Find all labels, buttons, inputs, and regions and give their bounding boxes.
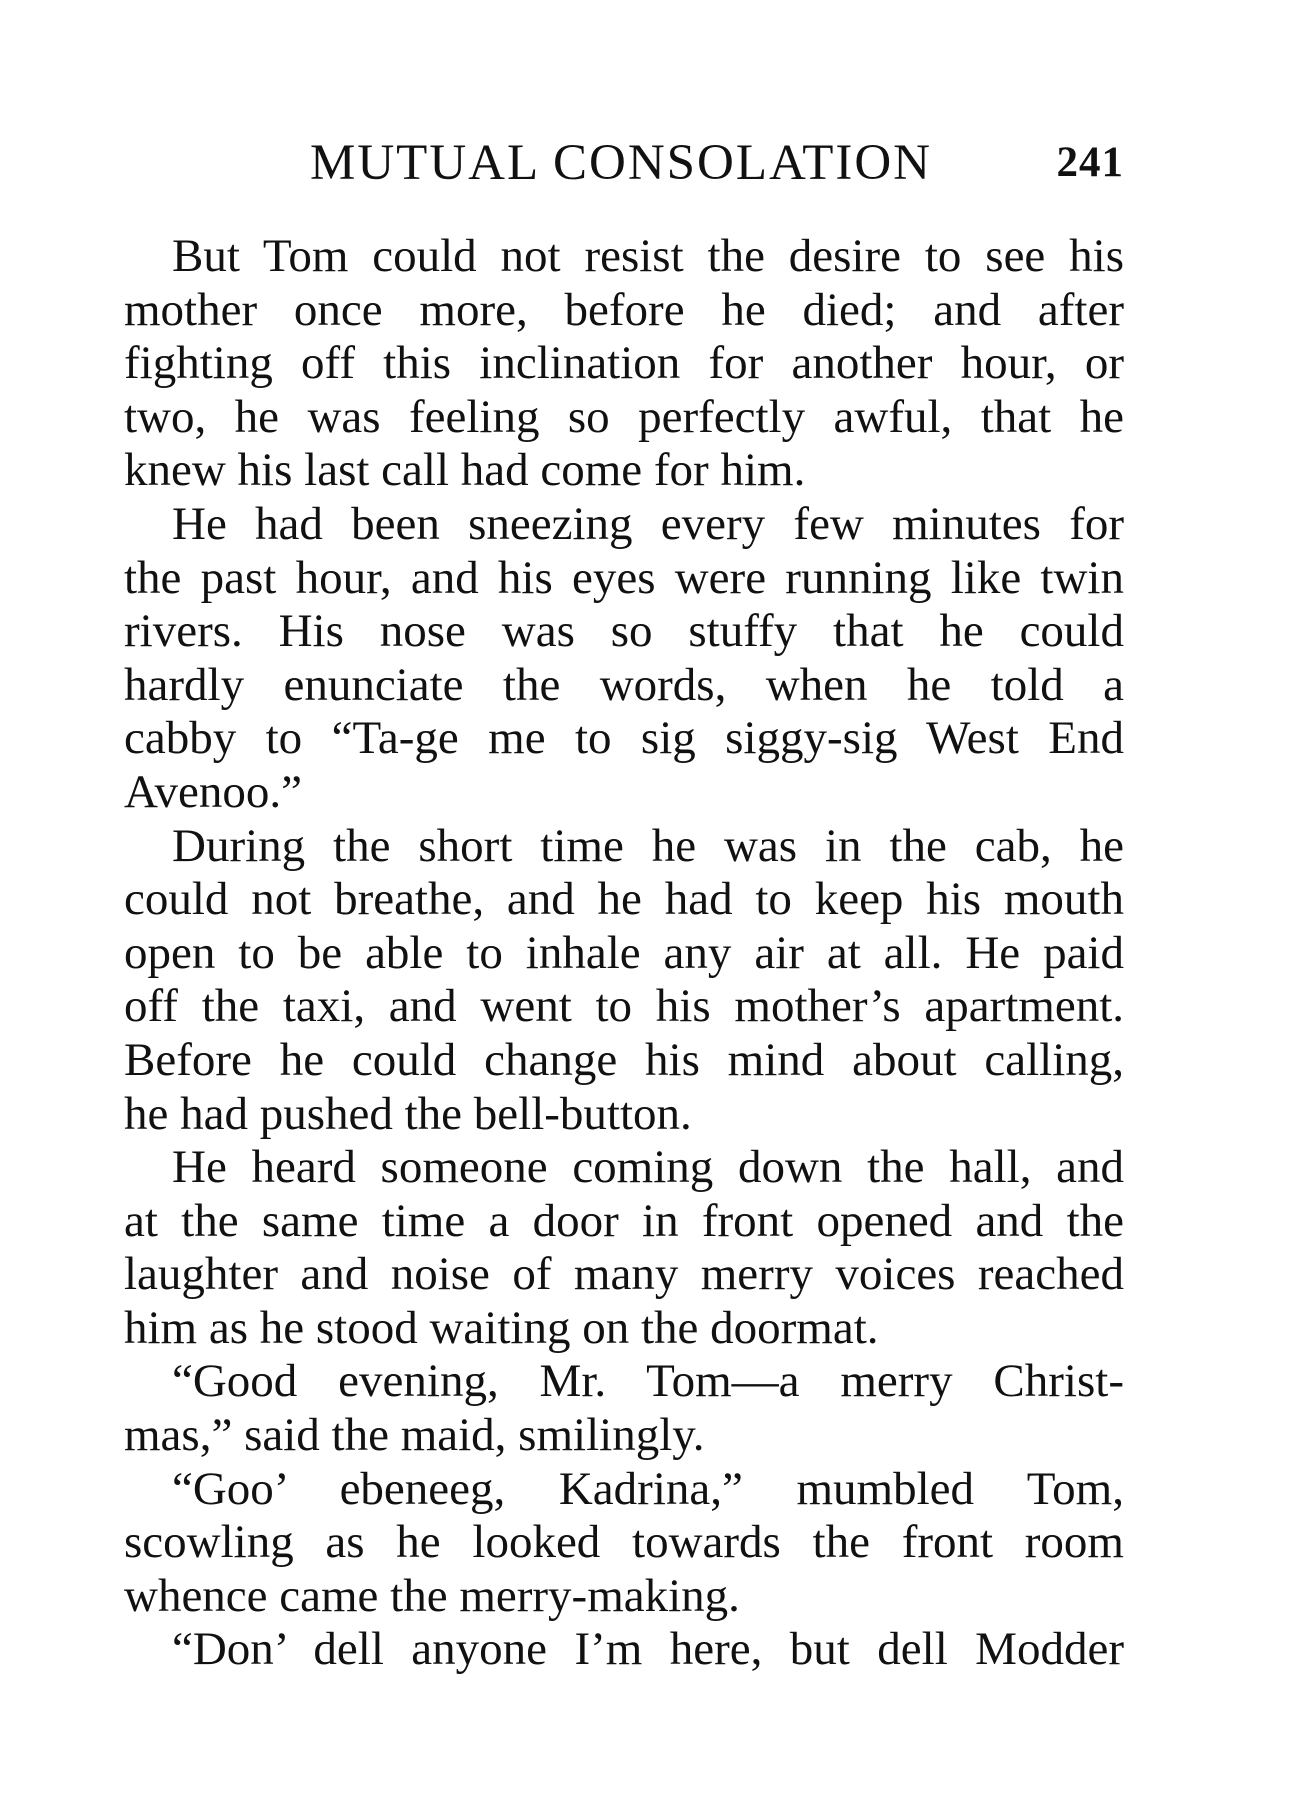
text-line: “Don’ dell anyone I’m here, but dell Modder xyxy=(172,1623,1124,1676)
text-line: Before he could change his mind about calling, xyxy=(124,1033,1124,1086)
text-line: rivers. His nose was so stuffy that he could xyxy=(124,605,1124,658)
text-line: at the same time a door in front opened and the xyxy=(124,1194,1124,1247)
page-number: 241 xyxy=(1056,139,1124,186)
text-line: Avenoo.” xyxy=(124,765,302,818)
text-line: cabby to “Ta-ge me to sig siggy-sig West End xyxy=(124,712,1124,765)
text-line: mother once more, before he died; and after xyxy=(124,283,1124,336)
text-line: “Goo’ ebeneeg, Kadrina,” mumbled Tom, xyxy=(172,1462,1124,1515)
text-line: two, he was feeling so perfectly awful, that he xyxy=(124,390,1124,443)
text-line: laughter and noise of many merry voices reached xyxy=(124,1248,1124,1301)
body-text xyxy=(124,230,1124,1677)
text-line: He had been sneezing every few minutes for xyxy=(172,497,1124,550)
text-line: He heard someone coming down the hall, and xyxy=(172,1141,1124,1194)
text-line: off the taxi, and went to his mother’s apartment. xyxy=(124,980,1124,1033)
text-line: whence came the merry-making. xyxy=(124,1569,740,1622)
text-line: open to be able to inhale any air at all. He paid xyxy=(124,926,1124,979)
text-line: fighting off this inclination for another hour, or xyxy=(124,337,1124,390)
text-line: mas,” said the maid, smilingly. xyxy=(124,1409,705,1462)
text-line: him as he stood waiting on the doormat. xyxy=(124,1301,879,1354)
running-head xyxy=(124,128,1124,198)
text-line: But Tom could not resist the desire to see his xyxy=(172,230,1124,282)
text-line: During the short time he was in the cab, he xyxy=(172,819,1124,872)
text-line: could not breathe, and he had to keep his mouth xyxy=(124,873,1124,926)
text-line: scowling as he looked towards the front room xyxy=(124,1516,1124,1569)
running-head-title: MUTUAL CONSOLATION xyxy=(310,135,933,191)
text-line: knew his last call had come for him. xyxy=(124,444,806,497)
text-line: hardly enunciate the words, when he told a xyxy=(124,658,1124,711)
text-line: he had pushed the bell-button. xyxy=(124,1087,692,1140)
text-line: “Good evening, Mr. Tom—a merry Christ- xyxy=(172,1355,1124,1408)
text-line: the past hour, and his eyes were running like twin xyxy=(124,551,1124,604)
